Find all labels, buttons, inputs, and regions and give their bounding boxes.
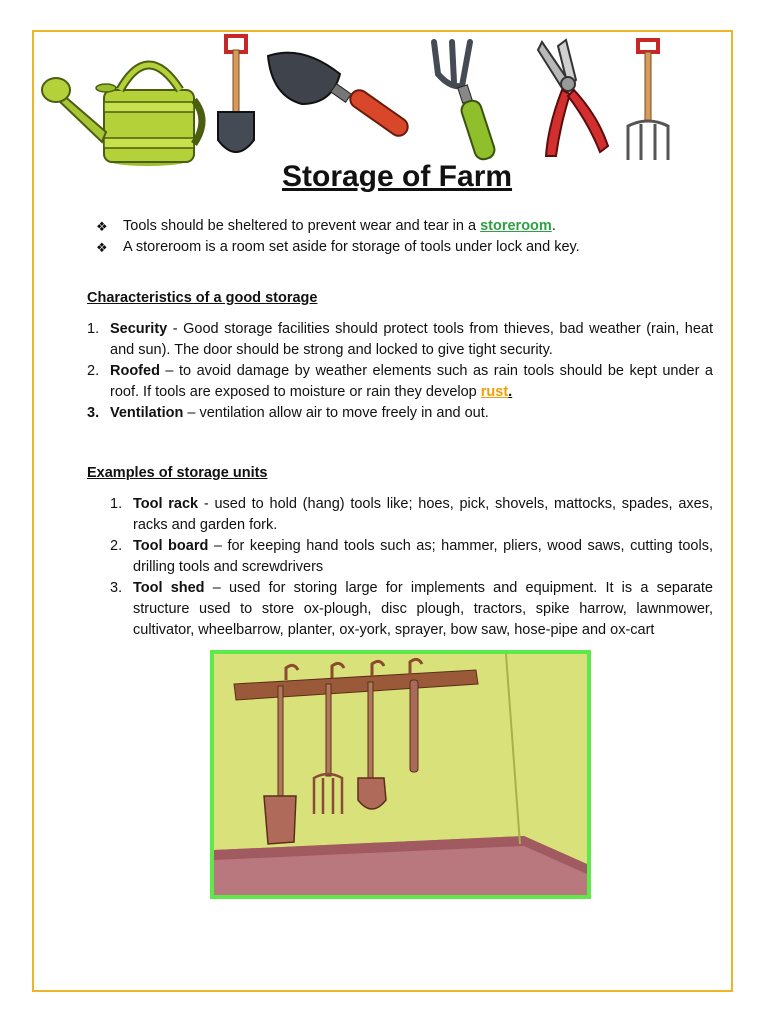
characteristics-heading: Characteristics of a good storage [87,290,318,306]
page-title: Storage of Farm [282,160,513,193]
watering-can-icon [40,40,210,168]
list-item: ❖ Tools should be sheltered to prevent wear and tear in a storeroom. [96,216,716,237]
list-item: 2. Tool board – for keeping hand tools such as; hammer, pliers, wood saws, cutting tools, drilling tools and screwdrivers [110,538,713,575]
hand-fork-icon [426,38,506,164]
characteristics-list [87,319,713,424]
list-item: 1. Tool rack - used to hold (hang) tools like; hoes, pick, shovels, mattocks, spades, axes, racks and garden fork. [110,496,713,533]
tool-rack-picture [210,650,591,899]
tool-rack-illustration [214,654,587,895]
list-item: 3. Ventilation – ventilation allow air to move freely in and out. [87,405,489,421]
intro-bullets [96,216,716,258]
keyword-storeroom: storeroom [480,218,552,234]
examples-list [110,494,713,641]
list-item: ❖ A storeroom is a room set aside for storage of tools under lock and key. [96,237,716,258]
garden-fork-icon [620,36,676,166]
trowel-icon [262,44,412,160]
keyword-rust: rust [480,384,509,400]
examples-heading: Examples of storage units [87,465,268,481]
farm-tools-illustration [36,32,732,168]
diamond-bullet-icon: ❖ [96,240,108,255]
pruning-shears-icon [532,36,616,164]
spade-icon [204,32,268,162]
list-item: 1. Security - Good storage facilities should protect tools from thieves, bad weather (rain, heat and sun). The door should be strong and locked to give tight security. [87,321,713,358]
diamond-bullet-icon: ❖ [96,219,108,234]
list-item: 3. Tool shed – used for storing large for implements and equipment. It is a separate structure used to store ox-plough, disc plough, tractors, spike harrow, lawnmower, cultivator, wheelbarrow, planter, ox-york, sprayer, bow saw, hose-pipe and ox-cart [110,580,713,638]
list-item: 2. Roofed – to avoid damage by weather elements such as rain tools should be kept under a roof. If tools are exposed to moisture or rain they develop rust. [87,363,713,400]
